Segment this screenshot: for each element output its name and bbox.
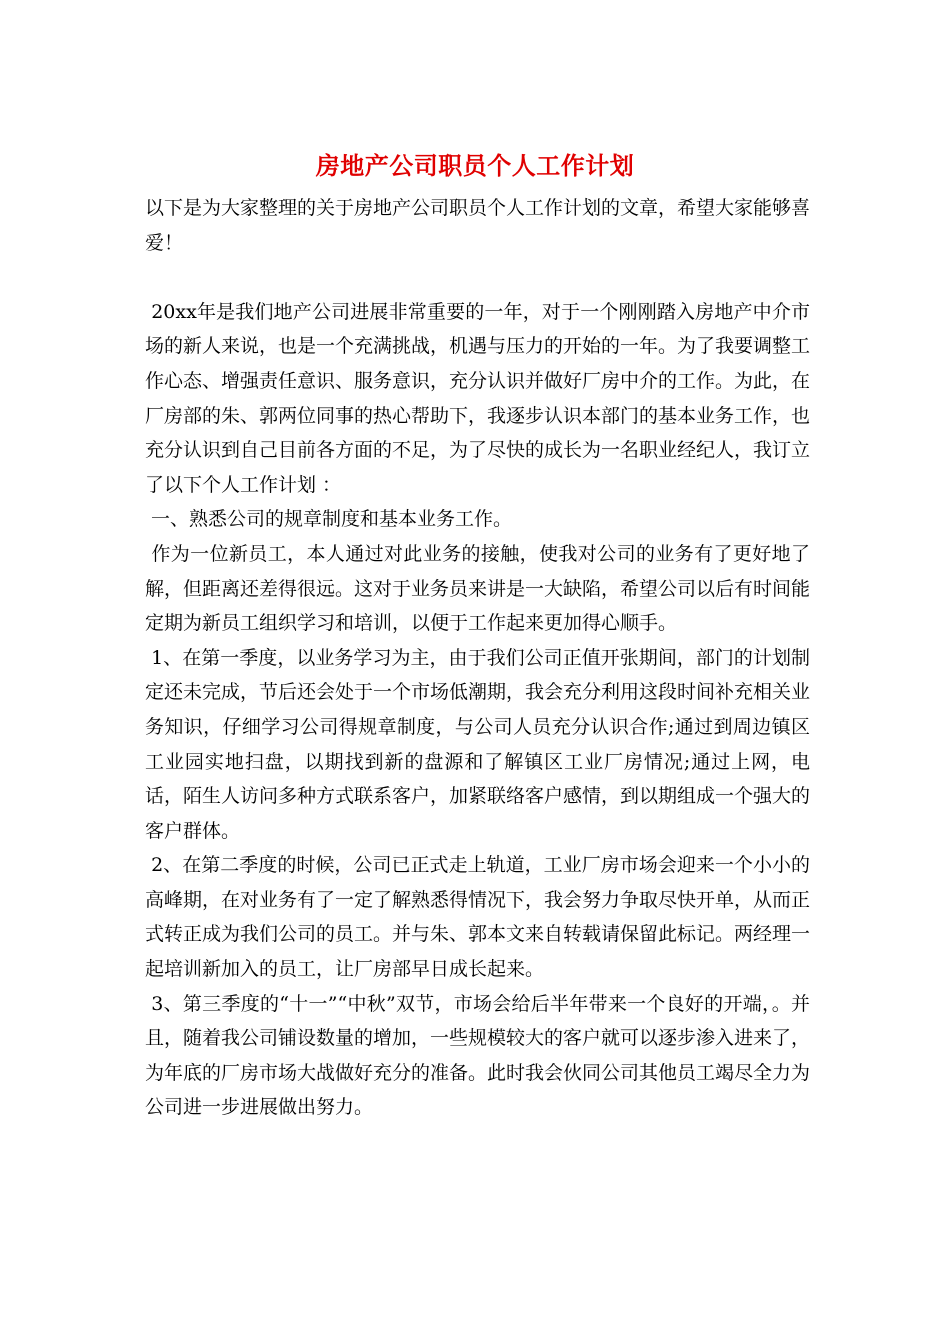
section-heading-1: 一、熟悉公司的规章制度和基本业务工作。	[145, 508, 513, 531]
blank-line	[145, 260, 810, 295]
quarter-3-paragraph: 3、第三季度的“十一”“中秋”双节，市场会给后半年带来一个良好的开端，。并且，随着我公司铺设数量的增加，一些规模较大的客户就可以逐步渗入进来了，为年底的厂房市场大战做好充分的准备。此时我会伙同公司其他员工竭尽全力为公司进一步进展做出努力。	[145, 992, 811, 1119]
section-paragraph: 作为一位新员工，本人通过对此业务的接触，使我对公司的业务有了更好地了解，但距离还差得很远。这对于业务员来讲是一大缺陷，希望公司以后有时间能定期为新员工组织学习和培训，以便于工作起来更加得心顺手。	[145, 542, 811, 635]
opening-paragraph: 20xx年是我们地产公司进展非常重要的一年，对于一个刚刚踏入房地产中介市场的新人来说，也是一个充满挑战，机遇与压力的开始的一年。为了我要调整工作心态、增强责任意识、服务意识，充分认识并做好厂房中介的工作。为此，在厂房部的朱、郭两位同事的热心帮助下，我逐步认识本部门的基本业务工作，也充分认识到自己目前各方面的不足，为了尽快的成长为一名职业经纪人，我订立了以下个人工作计划 ：	[145, 300, 811, 496]
document-body	[145, 191, 810, 1125]
intro-paragraph: 以下是为大家整理的关于房地产公司职员个人工作计划的文章，希望大家能够喜爱！	[145, 197, 811, 254]
quarter-1-paragraph: 1、在第一季度，以业务学习为主，由于我们公司正值开张期间，部门的计划制定还未完成，节后还会处于一个市场低潮期，我会充分利用这段时间补充相关业务知识，仔细学习公司得规章制度，与公司人员充分认识合作;通过到周边镇区工业园实地扫盘，以期找到新的盘源和了解镇区工业厂房情况;通过上网，电话，陌生人访问多种方式联系客户，加紧联络客户感情，到以期组成一个强大的客户群体。	[145, 646, 811, 842]
document-title: 房地产公司职员个人工作计划	[315, 151, 635, 180]
quarter-2-paragraph: 2、在第二季度的时候，公司已正式走上轨道，工业厂房市场会迎来一个小小的高峰期，在对业务有了一定了解熟悉得情况下，我会努力争取尽快开单，从而正式转正成为我们公司的员工。并与朱、郭本文来自转载请保留此标记。两经理一起培训新加入的员工，让厂房部早日成长起来。	[145, 854, 811, 981]
